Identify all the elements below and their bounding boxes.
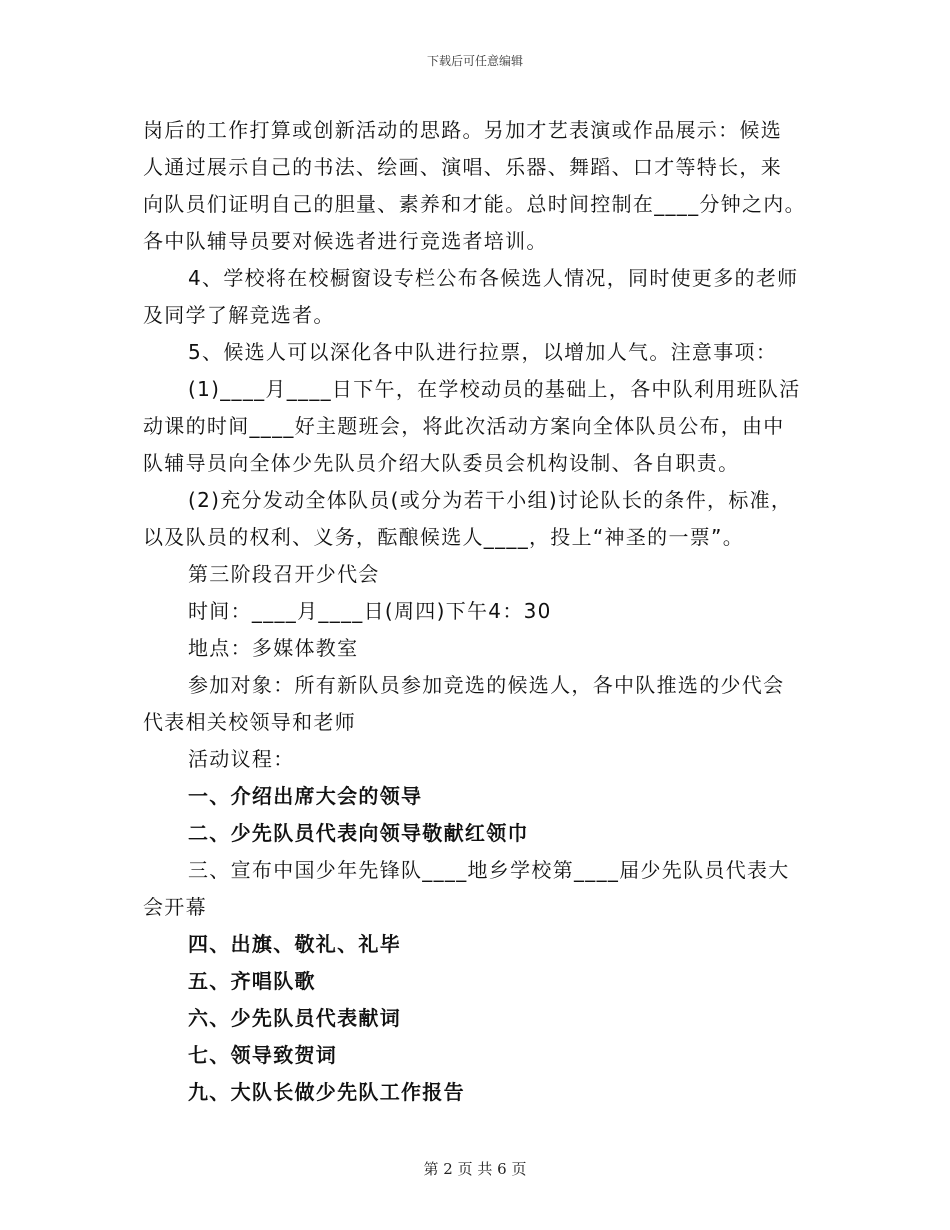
- paragraph-line: 人通过展示自己的书法、绘画、演唱、乐器、舞蹈、口才等特长，来: [143, 155, 782, 179]
- paragraph-line: 动课的时间____好主题班会，将此次活动方案向全体队员公布，由中: [143, 414, 785, 438]
- page-footer: 第 2 页 共 6 页: [423, 1160, 527, 1178]
- agenda-item: 六、少先队员代表献词: [188, 1006, 401, 1030]
- agenda-item: 会开幕: [143, 895, 207, 919]
- paragraph-line: 及同学了解竞选者。: [143, 303, 335, 327]
- paragraph-line: 以及队员的权利、义务，酝酿候选人____，投上“神圣的一票”。: [143, 525, 745, 549]
- agenda-item: 二、少先队员代表向领导敬献红领巾: [188, 821, 529, 845]
- meeting-location: 地点：多媒体教室: [188, 636, 359, 660]
- paragraph-line: 各中队辅导员要对候选者进行竞选者培训。: [143, 229, 548, 253]
- paragraph-line: 5、候选人可以深化各中队进行拉票，以增加人气。注意事项：: [188, 340, 778, 364]
- page-header: 下载后可任意编辑: [426, 54, 523, 68]
- paragraph-line: 向队员们证明自己的胆量、素养和才能。总时间控制在____分钟之内。: [143, 192, 806, 216]
- paragraph-line: (1)____月____日下午，在学校动员的基础上，各中队利用班队活: [188, 377, 801, 401]
- paragraph-line: (2)充分发动全体队员(或分为若干小组)讨论队长的条件，标准，: [188, 488, 793, 512]
- agenda-item: 七、领导致贺词: [188, 1043, 338, 1067]
- agenda-item: 五、齐唱队歌: [188, 969, 316, 993]
- agenda-item: 九、大队长做少先队工作报告: [188, 1080, 465, 1104]
- section-heading: 第三阶段召开少代会: [188, 562, 380, 586]
- agenda-item: 一、介绍出席大会的领导: [188, 784, 423, 808]
- agenda-heading: 活动议程：: [188, 747, 295, 771]
- participants-line: 参加对象：所有新队员参加竞选的候选人，各中队推选的少代会: [188, 673, 785, 697]
- participants-line: 代表相关校领导和老师: [143, 710, 356, 734]
- paragraph-line: 岗后的工作打算或创新活动的思路。另加才艺表演或作品展示：候选: [143, 118, 782, 142]
- agenda-item: 四、出旗、敬礼、礼毕: [188, 932, 401, 956]
- paragraph-line: 队辅导员向全体少先队员介绍大队委员会机构设制、各自职责。: [143, 451, 740, 475]
- paragraph-line: 4、学校将在校橱窗设专栏公布各候选人情况，同时使更多的老师: [188, 266, 799, 290]
- agenda-item: 三、宣布中国少年先锋队____地乡学校第____届少先队员代表大: [188, 858, 790, 882]
- meeting-time: 时间：____月____日(周四)下午4：30: [188, 599, 552, 623]
